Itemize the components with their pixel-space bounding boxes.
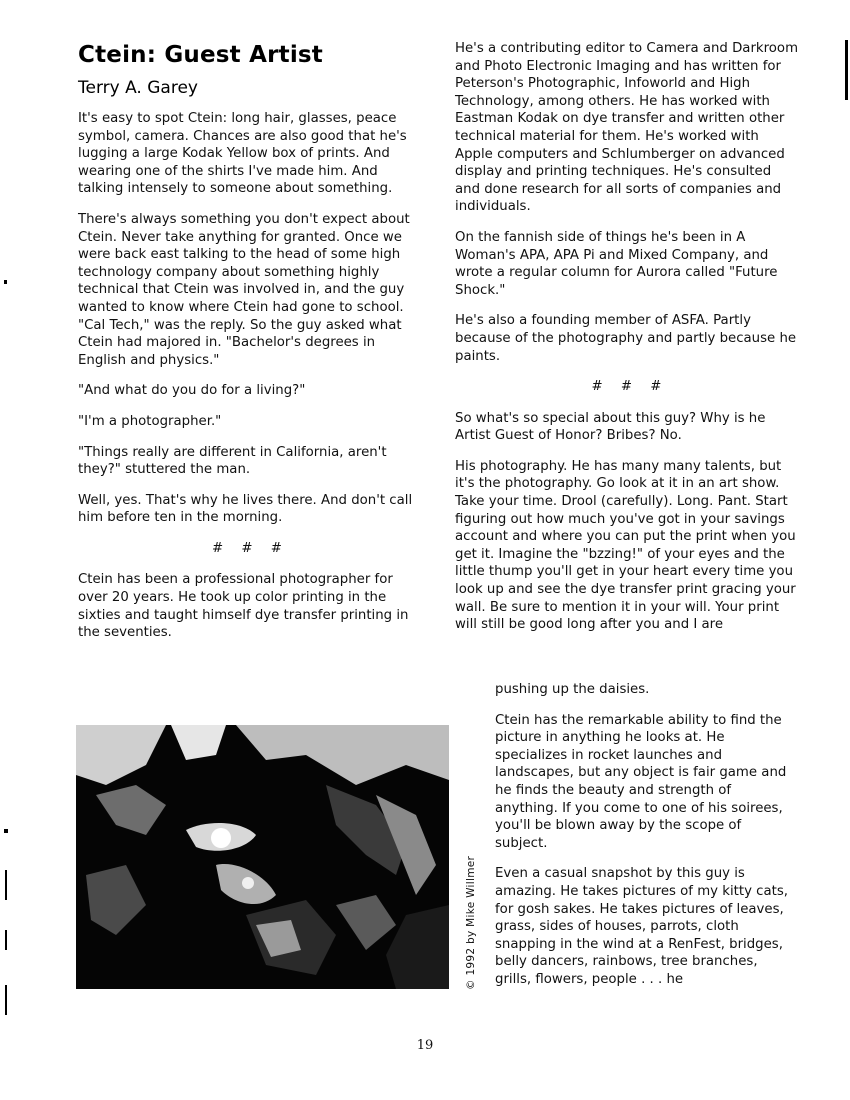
paragraph: It's easy to spot Ctein: long hair, glasses, peace symbol, camera. Chances are also good that he's lugging a large Kodak Yellow box of prints. And wearing one of the shirts I've made him. And talking intensely to someone about something. — [78, 111, 407, 197]
right-column — [455, 40, 800, 647]
paragraph: Even a casual snapshot by this guy is amazing. He takes pictures of my kitty cats, for gosh sakes. He takes pictures of leaves, grass, sides of houses, parrots, cloth snapping in the wind at a RenFest, bridges, belly dancers, rainbows, tree branches, grills, flowers, people . . . he — [495, 866, 789, 987]
paragraph: There's always something you don't expect about Ctein. Never take anything for granted. Once we were back east talking to the head of some high technology company about something highly technical that Ctein was involved in, and the guy wanted to know where Ctein had gone to school. "Cal Tech," was the reply. So the guy asked what Ctein had majored in. "Bachelor's degrees in English and physics." — [78, 211, 410, 368]
paragraph: Ctein has the remarkable ability to find the picture in anything he looks at. He specializes in rocket launches and landscapes, but any object is fair game and he finds the beauty and strength of anything. If you come to one of his soirees, you'll be blown away by the scope of subject. — [495, 712, 787, 851]
paragraph: Well, yes. That's why he lives there. And don't call him before ten in the morning. — [78, 492, 413, 526]
scan-mark — [5, 930, 7, 950]
paragraph: pushing up the daisies. — [495, 682, 650, 697]
paragraph: "I'm a photographer." — [78, 413, 222, 429]
scan-mark — [4, 829, 8, 833]
paragraph: His photography. He has many many talents, but it's the photography. Go look at it in an art show. Take your time. Drool (carefully). Long. Pant. Start figuring out how much you've got in your savings account and where you can put the print when you get it. Imagine the "bzzing!" of your eyes and the little thump you'll get in your heart every time you look up and see the dye transfer print gracing your wall. Be sure to mention it in your will. Your print will still be good long after you and I are — [455, 458, 796, 633]
photograph-image — [76, 725, 449, 989]
scan-mark — [845, 40, 848, 100]
article-title: Ctein: Guest Artist — [78, 42, 323, 68]
paragraph: Ctein has been a professional photographer for over 20 years. He took up color printing in the sixties and taught himself dye transfer printing in the seventies. — [78, 572, 409, 641]
paragraph: On the fannish side of things he's been in A Woman's APA, APA Pi and Mixed Company, and wrote a regular column for Aurora called "Future Shock." — [455, 229, 778, 298]
right-lower-column — [495, 681, 797, 1002]
page-number: 19 — [416, 1038, 434, 1053]
section-separator: # # # — [212, 540, 284, 556]
scan-mark — [5, 985, 7, 1015]
paragraph: He's a contributing editor to Camera and Darkroom and Photo Electronic Imaging and has written for Peterson's Photographic, Infoworld and High Technology, among others. He has worked with Eastman Kodak on dye transfer and written other technical material for them. He's worked with Apple computers and Schlumberger on advanced display and printing techniques. He's consulted and done research for all sorts of companies and individuals. — [455, 41, 799, 215]
paragraph: He's also a founding member of ASFA. Partly because of the photography and partly because he paints. — [455, 313, 797, 364]
photograph-portrait — [76, 725, 449, 989]
article-byline: Terry A. Garey — [78, 78, 198, 98]
section-separator: # # # — [591, 379, 664, 395]
paragraph: "Things really are different in California, aren't they?" stuttered the man. — [78, 444, 387, 478]
paragraph: "And what do you do for a living?" — [78, 383, 306, 399]
photo-credit: © 1992 by Mike Willmer — [465, 855, 477, 990]
scan-mark — [4, 280, 7, 284]
paragraph: So what's so special about this guy? Why is he Artist Guest of Honor? Bribes? No. — [455, 410, 766, 444]
scan-mark — [5, 870, 7, 900]
left-column — [78, 110, 418, 655]
